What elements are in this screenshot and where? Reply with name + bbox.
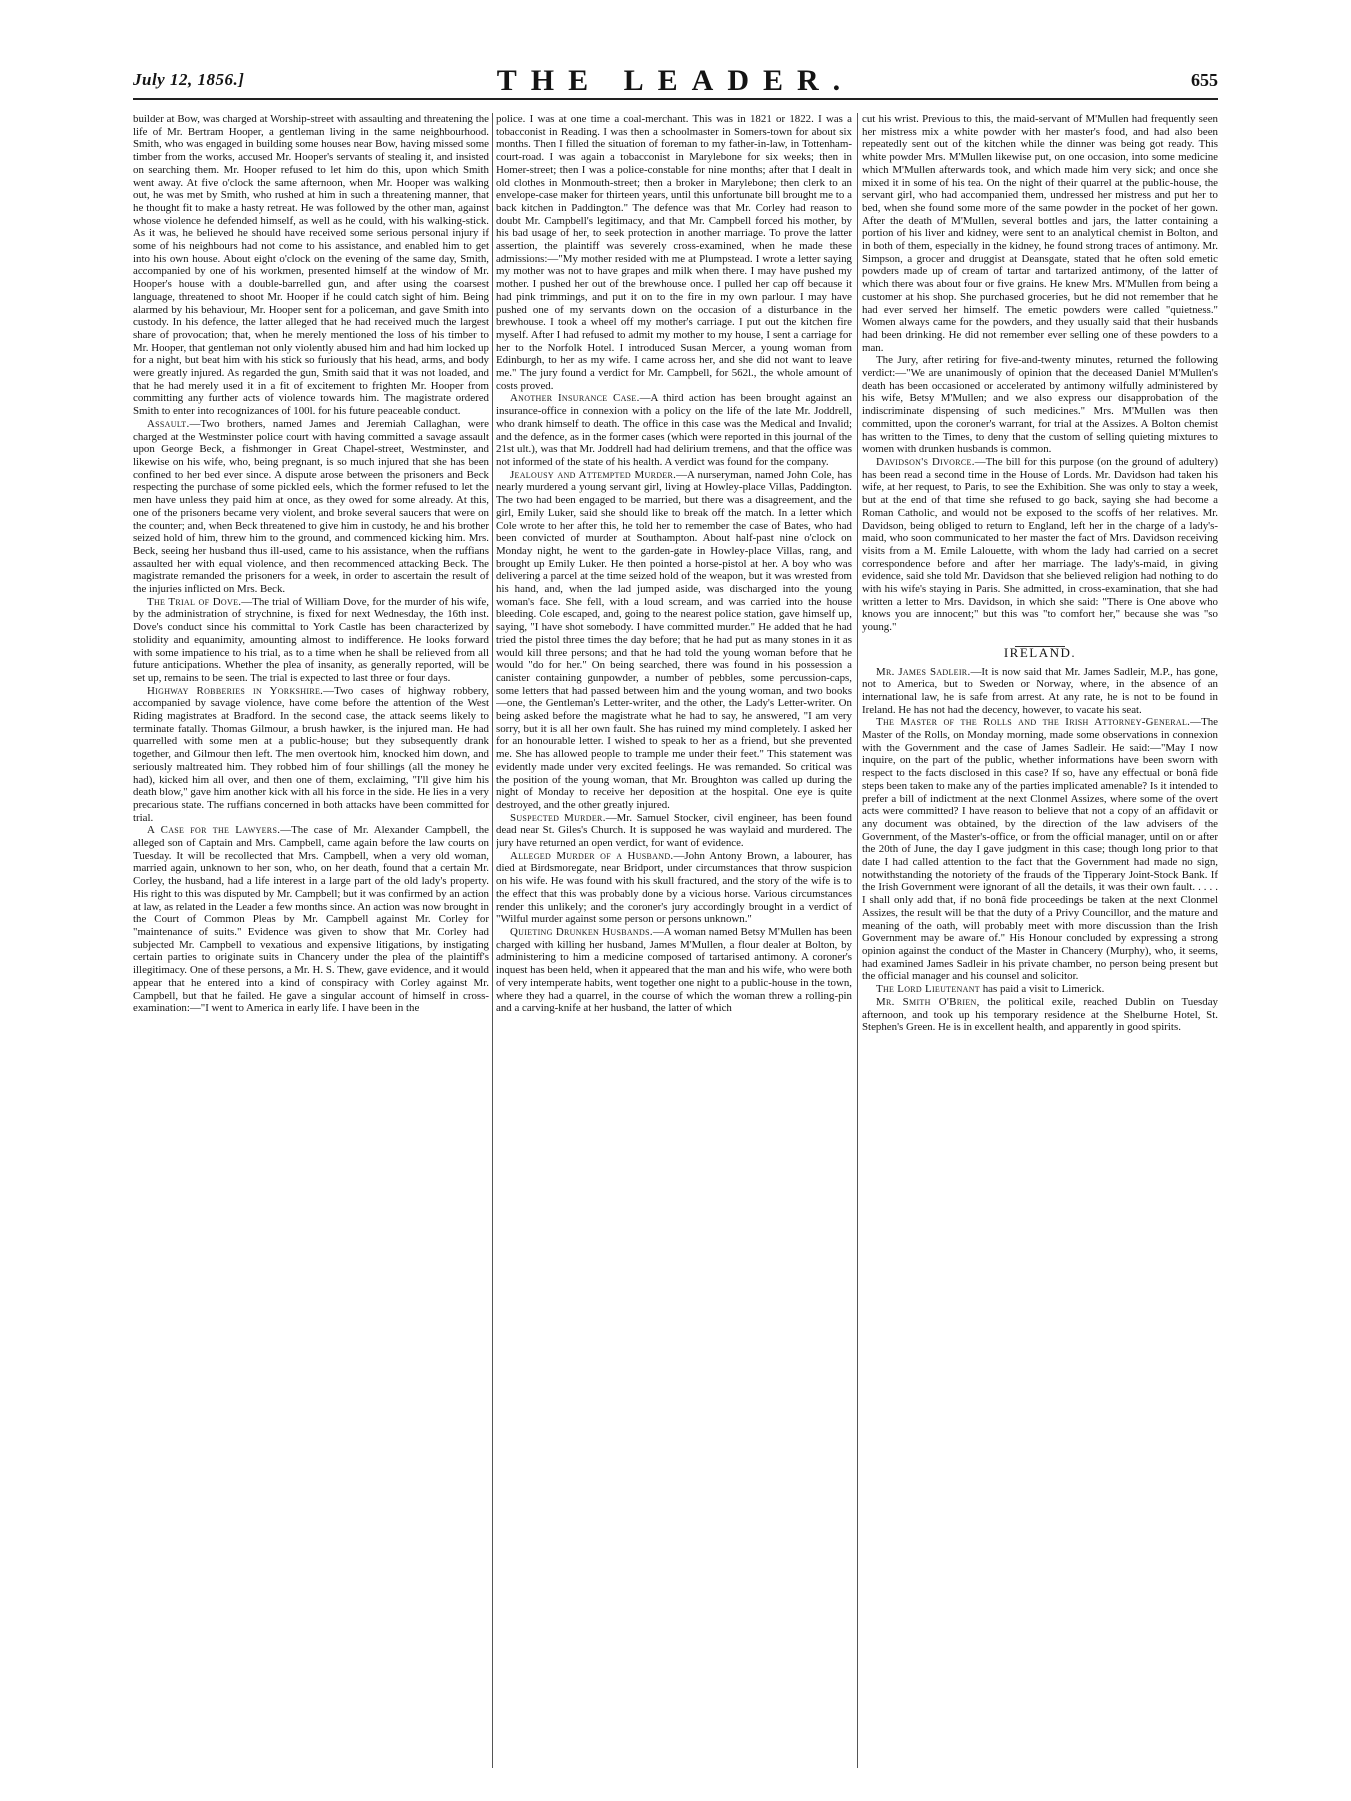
article-body: police. I was at one time a coal-merchant. This was in 1821 or 1822. I was a tobacconist in Reading. I was then a schoolmaster in Somers-town for about six months. Then I filled the situation of foreman to my father-in-law, in Tottenham-court-road. I was again a tobacconist in Marylebone for six weeks; then in Homer-street; then I was a police-constable for nine months; after that I dealt in old clothes in Monmouth-street; then a broker in Marylebone; then clerk to an envelope-case maker for thirteen years, until this unfortunate bill brought me to a back kitchen in Paddington." The defence was that Mr. Corley had reason to doubt Mr. Campbell's legitimacy, and that Mr. Campbell forced his mother, by his bad usage of her, to seek protection in another marriage. To prove the latter assertion, the plaintiff was severely cross-examined, when he made these admissions:—"My mother resided with me at Plumpstead. I wrote a letter saying my mother was not to have grapes and milk when there. I may have pushed my mother. I pushed her out of the brewhouse once. I pulled her cap off because it had pink trimmings, and put it on to the fire in my own parlour. I may have pushed one of my servants down on the occasion of a disturbance in the brewhouse. I took a wheel off my mother's carriage. I put out the kitchen fire myself. After I had refused to admit my mother to my house, I sent a carriage for her to the Norfolk Hotel. I introduced Susan Mercer, a young woman from Edinburgh, to her as my wife. I came across her, and she did not want to leave me." The jury found a verdict for Mr. Campbell, for 562l., the whole amount of costs proved. [496,113,852,392]
article-body: —John Antony Brown, a labourer, has died at Birdsmoregate, near Bridport, under circumstances that throw suspicion on his wife. He was found with his skull fractured, and the story of the wife is to the effect that this was probably done by a vicious horse. Various circumstances render this unlikely; and the coroner's jury accordingly brought in a verdict of "Wilful murder against some person or persons unknown." [496,849,852,926]
article-heading: Assault. [147,417,190,430]
article-body: —Two cases of highway robbery, accompanied by savage violence, have come before the attention of the West Riding magistrates at Bradford. In the second case, the attack seems likely to terminate fatally. Thomas Gilmour, a brush hawker, is the injured man. He had quarrelled with some men at a public-house; but they subsequently drank together, and Gilmour then left. The men overtook him, knocked him down, and seriously maltreated him. They robbed him of four shillings (all the money he had), kicked him all over, and then one of them, exclaiming, "I'll give him his death blow," gave him another kick with all his force in the side. He lies in a very precarious state. The ruffians concerned in both attacks have been committed for trial. [133,684,489,824]
article-paragraph [496,469,852,812]
article-heading: Quieting Drunken Husbands. [510,926,653,938]
article-paragraph [133,824,489,1015]
article-paragraph [133,685,489,825]
article-heading: Suspected Murder. [510,811,606,824]
article-body: cut his wrist. Previous to this, the maid-servant of M'Mullen had frequently seen her mistress mix a white powder with her master's food, and had also been repeatedly sent out of the kitchen while the dinner was being got ready. This white powder Mrs. M'Mullen likewise put, on one occasion, into some medicine which M'Mullen afterwards took, and which made him very sick; and once she mixed it in some of his tea. On the night of their quarrel at the public-house, the servant girl, who had accompanied them, undressed her mistress and put her to bed, when she found some more of the same powder in the pocket of her gown. After the death of M'Mullen, several bottles and jars, the latter containing a portion of his liver and kidney, were sent to an analytical chemist in Bolton, and in both of them, especially in the kidney, he found strong traces of antimony. Mr. Simpson, a grocer and druggist at Deansgate, stated that he often sold emetic powders made up of cream of tartar and tartarized antimony, of the latter of which there was about four or five grains. He knew Mrs. M'Mullen from being a customer at his shop. She purchased groceries, but he did not remember that he had ever served her himself. The emetic powders were called "quietness." Women always came for the powders, and they usually said that their husbands had been drinking. He did not remember ever selling one of these powders to a man. [862,113,1218,354]
article-body: has paid a visit to Limerick. [979,983,1105,996]
article-paragraph [496,113,852,392]
article-heading: Highway Robberies in Yorkshire. [147,684,324,697]
article-paragraph [496,850,852,926]
article-body: —It is now said that Mr. James Sadleir, M.P., has gone, not to America, but to Sweden or Norway, where, in the absence of an international law, he is safe from arrest. At any rate, he is not to be found in Ireland. He has not had the decency, however, to vacate his seat. [862,665,1218,716]
section-heading [862,646,1218,660]
article-paragraph [862,983,1218,996]
article-paragraph [862,354,1218,456]
article-paragraph [862,113,1218,354]
column-3 [862,113,1218,1773]
article-heading: The Lord Lieutenant [876,983,980,996]
article-body: —A nurseryman, named John Cole, has nearly murdered a young servant girl, living at Howley-place Villas, Paddington. The two had been engaged to be married, but there was a disagreement, and the girl, Emily Luker, said she should like to break off the match. In a letter which Cole wrote to her after this, he told her to remember the case of Bates, who had been convicted of murder at Southampton. About half-past nine o'clock on Monday night, he went to the garden-gate in Howley-place Villas, rang, and brought up Emily Luker. He then pointed a horse-pistol at her. A boy who was delivering a parcel at the time seized hold of the weapon, but it was wrested from his hand, and, when the lad jumped aside, was discharged into the young woman's face. She fell, with a loud scream, and was carried into the house bleeding. Cole escaped, and, going to the nearest police station, gave himself up, saying, "I have shot somebody. I have committed murder." He added that he had tried the pistol three times the day before; that he had put as many stones in it as would kill three persons; and that he had told the young woman before that he would "do for her." On being searched, there was found in his possession a canister containing gunpowder, a number of pebbles, some percussion-caps, some letters that had passed between him and the young woman, and two books—one, the Gentleman's Letter-writer, and the other, the Lady's Letter-writer. On being asked before the magistrate what he had to say, he answered, "I am very sorry, but it is all her own fault. She has ruined my mind completely. I asked her for an honourable letter. I wished to speak to her as a friend, but she prevented me. She has allowed people to trample me under their feet." This statement was evidently made under very excited feelings. He was remanded. So critical was the position of the young woman, that Mr. Broughton was called up during the night of Monday to receive her deposition at the hospital. One eye is quite destroyed, and the other greatly injured. [496,468,852,811]
article-body: —The trial of William Dove, for the murder of his wife, by the administration of strychnine, is fixed for next Wednesday, the 16th inst. Dove's conduct since his committal to York Castle has been characterized by stolidity and equanimity, amounting almost to indifference. He looks forward with some impatience to his trial, as to a time when he shall be relieved from all future anticipations. Whether the plea of insanity, as generally reported, will be set up, remains to be seen. The trial is expected to last three or four days. [133,595,489,684]
article-body: —The Master of the Rolls, on Monday morning, made some observations in connexion with the Government and the case of James Sadleir. He said:—"May I now inquire, on the part of the public, whether informations have been sworn with respect to the facts disclosed in this case? If so, have any effectual or bonâ fide steps been taken to make any of the parties implicated amenable? Is it intended to prefer a bill of indictment at the next Clonmel Assizes, where some of the overt acts were committed? I have reason to believe that not a copy of an affidavit or any document was obtained, by the direction of the law advisers of the Government, of the Master's-office, or from the official manager, until on or after the 20th of June, the day I gave judgment in this case; though long prior to that date I had called attention to the fact that the Government had made no sign, notwithstanding the notoriety of the frauds of the Tipperary Joint-Stock Bank. If the Irish Government were ignorant of all the details, it was their own fault. . . . . I shall only add that, if no bonâ fide proceedings be taken at the next Clonmel Assizes, the result will be that the duty of a Privy Councillor, and the mature and meaning of the oath, will probably meet with more discussion than the Irish Government may be aware of." His Honour concluded by expressing a strong opinion against the conduct of the Master in Chancery (Murphy), who, it seems, had examined James Sadleir in his private chamber, no person being present but the official manager and his counsel and solicitor. [862,716,1218,983]
article-body: —A woman named Betsy M'Mullen has been charged with killing her husband, James M'Mullen, a flour dealer at Bolton, by administering to him a medicine composed of tartarised antimony. A coroner's inquest has been held, when it appeared that the man and his wife, who were both of very intemperate habits, went together one night to a public-house in the town, where they had a quarrel, in the course of which the woman threw a rolling-pin and a carving-knife at her husband, the latter of which [496,926,852,1015]
article-body: —A third action has been brought against an insurance-office in connexion with a policy on the life of the late Mr. Joddrell, who drank himself to death. The office in this case was the Medical and Invalid; and the defence, as in the former cases (which were reported in this journal of the 21st ult.), was that Mr. Joddrell had had delirium tremens, and that the office was not informed of the state of his health. A verdict was found for the company. [496,392,852,468]
article-heading: Mr. James Sadleir. [876,665,971,678]
article-paragraph [496,812,852,850]
article-body: The Jury, after retiring for five-and-twenty minutes, returned the following verdict:—"We are unanimously of opinion that the deceased Daniel M'Mullen's death has been occasioned or accelerated by antimony wilfully administered by his wife, Betsy M'Mullen; and we also express our disapprobation of the indiscriminate dispensing of such medicines." Mrs. M'Mullen was then committed, upon the coroner's warrant, for trial at the Assizes. A Bolton chemist has written to the Times, to deny that the custom of selling quieting mixtures to women with drunken husbands is common. [862,354,1218,456]
article-paragraph [133,418,489,596]
column-rule [492,113,493,1768]
article-paragraph [133,113,489,418]
article-body: —Mr. Samuel Stocker, civil engineer, has been found dead near St. Giles's Church. It is supposed he was waylaid and murdered. The jury have returned an open verdict, for want of evidence. [496,811,852,850]
article-body: —The bill for this purpose (on the ground of adultery) has been read a second time in the House of Lords. Mr. Davidson had taken his wife, at her request, to Paris, to see the Exhibition. She was only to stay a week, but at the end of that time she refused to go back, saying she had become a Roman Catholic, and would not be exposed to the scoffs of her relatives. Mr. Davidson, being obliged to return to England, left her in the charge of a lady's-maid, who soon communicated to her master the fact of Mrs. Davidson receiving visits from a M. Emile Lalouette, with whom the lady had carried on a secret correspondence before and after her marriage. The lady's-maid, in giving evidence, said she told Mr. Davidson that she believed religion had nothing to do with his wife's staying in Paris. She admitted, in cross-examination, that she had written a letter to Mrs. Davidson, in which she said: "There is One above who knows you are innocent;" but this was "to comfort her," because she was "so young." [862,455,1218,634]
article-heading: A Case for the Lawyers. [147,824,281,837]
article-heading: Mr. Smith O'Brien, [876,995,980,1008]
masthead-title: THE LEADER. [496,64,855,97]
article-heading: Alleged Murder of a Husband. [510,849,674,862]
issue-date: July 12, 1856.] [133,70,245,89]
article-paragraph [496,926,852,1015]
article-heading: Jealousy and Attempted Murder. [510,468,677,481]
article-heading: The Master of the Rolls and the Irish Attorney-General. [876,716,1191,729]
section-title: IRELAND. [1003,644,1077,660]
article-heading: Another Insurance Case. [510,392,640,405]
column-2 [496,113,852,1773]
article-paragraph [862,716,1218,983]
article-body: builder at Bow, was charged at Worship-street with assaulting and threatening the life of Mr. Bertram Hooper, a gentleman living in the same neighbourhood. Smith, who was engaged in building some houses near Bow, having missed some timber from the works, accused Mr. Hooper's servants of stealing it, and insisted on searching them. Mr. Hooper refused to let him do this, upon which Smith went away. At five o'clock the same afternoon, when Mr. Hooper was walking out, he was met by Smith, who rushed at him in such a threatening manner, that he thought fit to make a hasty retreat. He was followed by the other man, against whose violence he defended himself, as well as he could, with his walking-stick. As it was, he believed he should have received some serious personal injury if some of his neighbours had not come to his assistance, and enabled him to get into his own house. About eight o'clock on the evening of the same day, Smith, accompanied by one of his workmen, presented himself at the window of Mr. Hooper's house with a double-barrelled gun, and after using the coarsest language, threatened to shoot Mr. Hooper if he could catch sight of him. Being alarmed by his behaviour, Mr. Hooper sent for a policeman, and gave Smith into custody. In his defence, the latter alleged that he had received much the largest share of provocation; that, when he merely mentioned the loss of his timber to Mr. Hooper, that gentleman not only violently abused him and had him locked up for a night, but beat him with his stick so furiously that his head, arms, and body were greatly injured. As regarded the gun, Smith said that it was not loaded, and that he had merely used it in a fit of excitement to frighten Mr. Hooper from committing any further acts of violence towards him. The magistrate ordered Smith to enter into recognizances of 100l. for his future peaceable conduct. [133,113,489,418]
article-body: —Two brothers, named James and Jeremiah Callaghan, were charged at the Westminster police court with having committed a savage assault upon George Beck, a fishmonger in Great Chapel-street, Westminster, and likewise on his wife, who, being pregnant, is so much injured that she has been confined to her bed ever since. A dispute arose between the prisoners and Beck respecting the purchase of some pickled eels, which the former refused to let the men have unless they paid him at once, as they owed for some already. At this, one of the prisoners became very violent, and broke several saucers that were on the counter; and, when Beck threatened to give him in custody, he and his brother seized hold of him, threw him to the ground, and commenced kicking him. Mrs. Beck, seeing her husband thus ill-used, came to his assistance, when the ruffians assaulted her with equal violence, and then recommenced attacking Beck. The magistrate remanded the prisoners for a week, in order to ascertain the result of the injuries inflicted on Mrs. Beck. [133,417,489,596]
page-number: 655 [1191,70,1218,90]
article-heading: The Trial of Dove. [147,595,242,608]
article-paragraph [862,666,1218,717]
column-1 [133,113,489,1773]
article-paragraph [133,596,489,685]
page-header [133,58,1218,100]
article-paragraph [496,392,852,468]
column-rule [857,113,858,1768]
article-body: —The case of Mr. Alexander Campbell, the alleged son of Captain and Mrs. Campbell, came again before the law courts on Tuesday. It will be recollected that Mrs. Campbell, when a very old woman, married again, unknown to her son, who, on her death, found that a certain Mr. Corley, the husband, had a life interest in a large part of the old lady's property. His right to this was disputed by Mr. Campbell; but it was confirmed by an action at law, as related in the Leader a few months since. An action was now brought in the Court of Common Pleas by Mr. Campbell against Mr. Corley for "maintenance of suits." Evidence was given to show that Mr. Corley had subjected Mr. Campbell to vexatious and expensive litigations, by instigating certain parties to originate suits in Chancery under the plea of the plaintiff's illegitimacy. One of these persons, a Mr. H. S. Thew, gave evidence, and it would appear that he entered into a kind of conspiracy with Corley against Mr. Campbell, but that he failed. He gave a singular account of himself in cross-examination:—"I went to America in early life. I have been in the [133,824,489,1015]
article-heading: Davidson's Divorce. [876,455,975,468]
article-paragraph [862,996,1218,1034]
article-paragraph [862,456,1218,634]
article-body: the political exile, reached Dublin on Tuesday afternoon, and took up his temporary residence at the Shelburne Hotel, St. Stephen's Green. He is in excellent health, and apparently in good spirits. [862,995,1218,1034]
